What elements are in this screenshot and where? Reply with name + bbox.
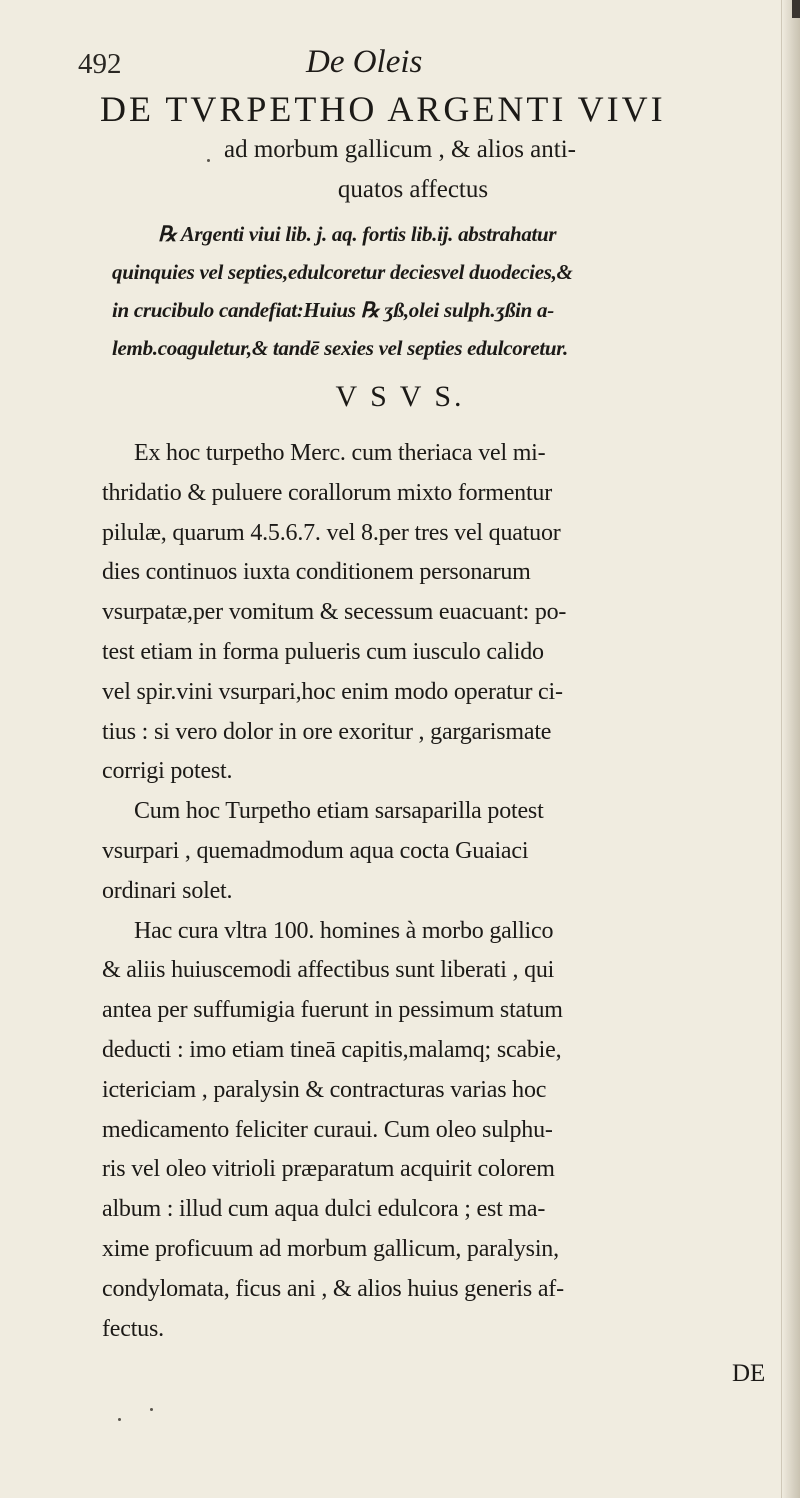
page-header: [78, 44, 718, 92]
ink-speck: [207, 159, 210, 162]
recipe-line-2: quinquies vel septies,edulcoretur deciesvel duodecies,&: [112, 260, 573, 284]
body-line: Cum hoc Turpetho etiam sarsaparilla potest: [134, 798, 544, 825]
body-line: test etiam in forma pulueris cum iusculo calido: [102, 639, 544, 665]
body-line: tius : si vero dolor in ore exoritur , gargarismate: [102, 718, 552, 745]
body-line: vel spir.vini vsurpari,hoc enim modo operatur ci-: [102, 678, 563, 705]
recipe-line-3: in crucibulo candefiat:Huius ℞ ʒß,olei sulph.ʒßin a-: [112, 298, 554, 322]
body-line: xime proficuum ad morbum gallicum, paralysin,: [102, 1236, 559, 1262]
body-line: deducti : imo etiam tineā capitis,malamq; scabie,: [102, 1037, 562, 1063]
body-line: ictericiam , paralysin & contracturas varias hoc: [102, 1076, 547, 1103]
body-line: medicamento feliciter curaui. Cum oleo sulphu-: [102, 1116, 553, 1143]
body-line: fectus.: [102, 1315, 164, 1342]
body-line: vsurpari , quemadmodum aqua cocta Guaiaci: [102, 838, 529, 864]
chapter-subtitle-line-1: ad morbum gallicum , & alios anti-: [223, 136, 576, 163]
body-line: corrigi potest.: [102, 758, 233, 785]
body-line: & aliis huiuscemodi affectibus sunt liberati , qui: [102, 957, 555, 984]
body-line: ris vel oleo vitrioli præparatum acquirit colorem: [102, 1156, 555, 1183]
chapter-title: DE TVRPETHO ARGENTI VIVI: [100, 89, 666, 129]
running-head: De Oleis: [306, 44, 423, 80]
ink-speck: [150, 1408, 153, 1411]
body-line: Hac cura vltra 100. homines à morbo gallico: [134, 917, 554, 944]
body-line: dies continuos iuxta conditionem personarum: [102, 559, 531, 586]
section-heading: V S V S.: [335, 380, 465, 413]
page-number: 492: [78, 48, 122, 80]
body-line: antea per suffumigia fuerunt in pessimum statum: [102, 997, 563, 1024]
ink-speck: [118, 1418, 121, 1421]
catchword: DE: [732, 1360, 766, 1387]
body-line: album : illud cum aqua dulci edulcora ; est ma-: [102, 1196, 546, 1223]
body-line: thridatio & puluere corallorum mixto formentur: [102, 479, 553, 506]
page-edge-tab: [792, 0, 800, 18]
recipe-line-4: lemb.coaguletur,& tandē sexies vel septies edulcoretur.: [112, 336, 568, 360]
body-line: pilulæ, quarum 4.5.6.7. vel 8.per tres vel quatuor: [102, 519, 561, 546]
body-line: condylomata, ficus ani , & alios huius generis af-: [102, 1275, 564, 1302]
body-line: Ex hoc turpetho Merc. cum theriaca vel mi-: [134, 440, 546, 466]
body-line: ordinari solet.: [102, 877, 233, 904]
chapter-subtitle-line-2: quatos affectus: [337, 176, 489, 203]
body-line: vsurpatæ,per vomitum & secessum euacuant: po-: [102, 599, 567, 626]
recipe-line-1: ℞ Argenti viui lib. j. aq. fortis lib.ij. abstrahatur: [158, 222, 557, 246]
